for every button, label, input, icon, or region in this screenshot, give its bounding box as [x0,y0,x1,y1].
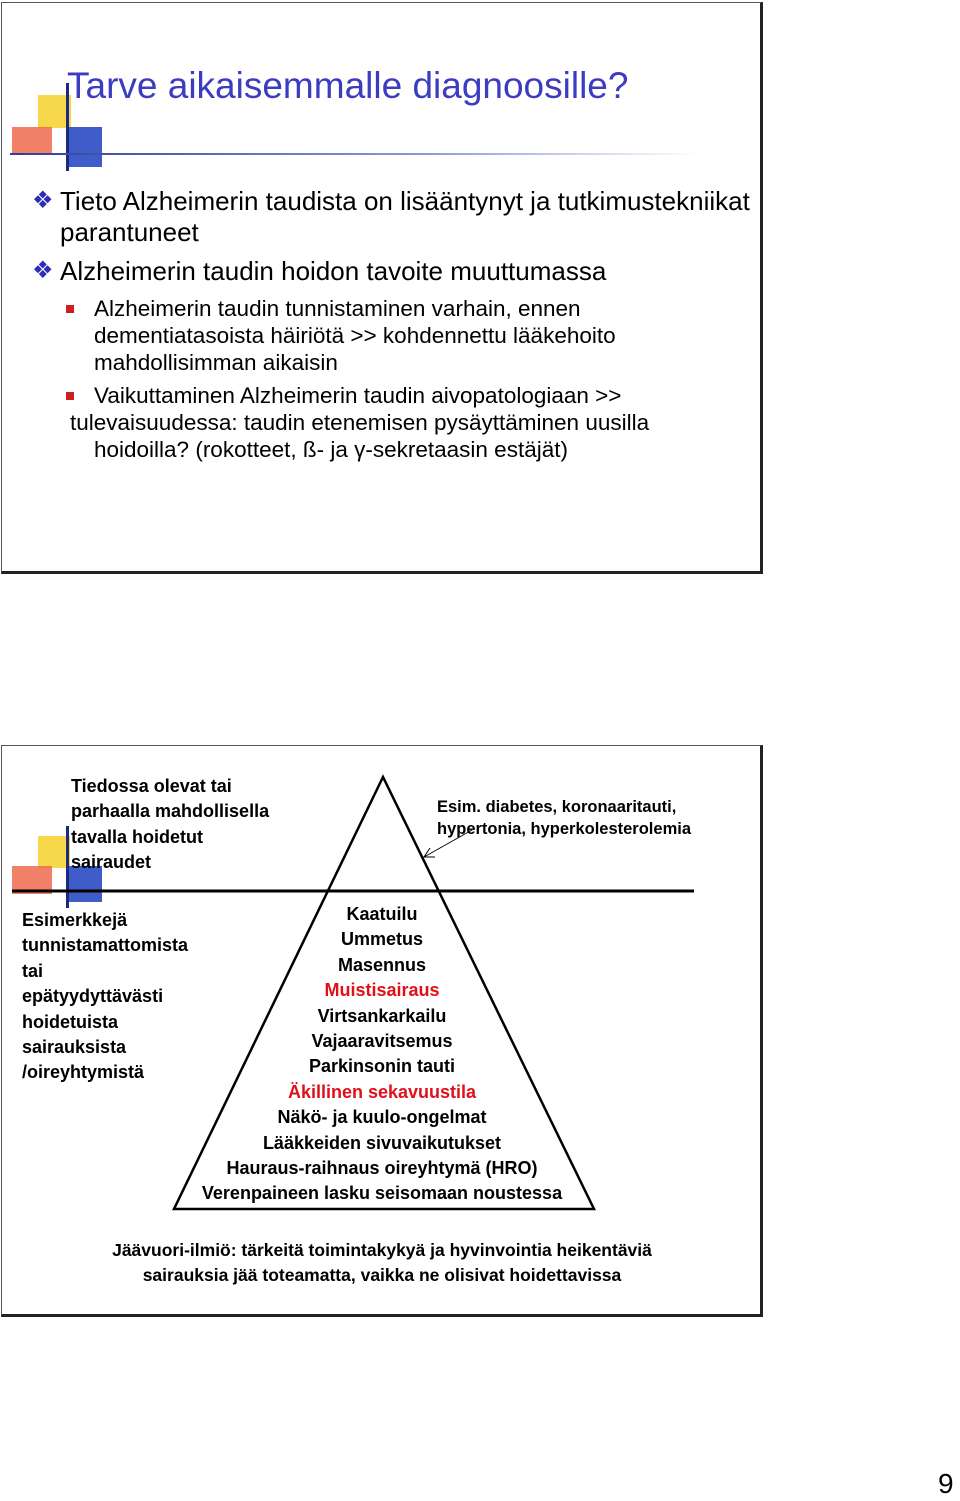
condition-item: Virtsankarkailu [317,1005,447,1026]
text-line: Jäävuori-ilmiö: tärkeitä toimintakykyä ja hyvinvointia heikentäviä [112,1240,652,1260]
text-line: sairauksista [22,1037,127,1058]
text-line: tunnistamattomista [22,935,189,956]
condition-item: Parkinsonin tauti [308,1056,456,1077]
sub-bullet-text: tulevaisuudessa: taudin etenemisen pysäyttäminen uusilla [70,410,650,435]
decor-red-square [12,127,52,155]
page-number: 9 [938,1468,954,1499]
text-line: Tiedossa olevat tai [71,776,232,796]
text-line: hypertonia, hyperkolesterolemia [437,820,692,838]
condition-item: Vajaaravitsemus [311,1031,453,1052]
slide-title: Tarve aikaisemmalle diagnoosille? [67,65,629,106]
text-line: sairaudet [71,852,152,873]
sub-bullet-text: Vaikuttaminen Alzheimerin taudin aivopatologiaan >> [94,383,622,408]
diamond-bullet-icon: ❖ [32,187,54,214]
condition-item: Ummetus [340,929,424,950]
text-line: tai [22,960,44,981]
bullet-text: Tieto Alzheimerin taudista on lisääntynyt ja tutkimustekniikat parantuneet [60,186,750,247]
condition-item: Hauraus-raihnaus oireyhtymä (HRO) [226,1158,538,1179]
condition-item: Lääkkeiden sivuvaikutukset [262,1132,502,1153]
text-line: epätyydyttävästi [22,986,164,1007]
condition-item: Verenpaineen lasku seisomaan noustessa [201,1183,563,1204]
bullet-item [32,256,752,287]
text-line: parhaalla mahdollisella [71,801,270,822]
square-bullet-icon [66,305,74,313]
text-line: /oireyhtymistä [22,1062,145,1083]
diamond-bullet-icon: ❖ [32,257,54,284]
text-line: sairauksia jää toteamatta, vaikka ne olisivat hoidettavissa [142,1265,622,1286]
condition-item-highlighted: Äkillinen sekavuustila [287,1081,477,1102]
condition-item: Kaatuilu [346,904,418,924]
bullet-list [32,186,752,469]
condition-item: Näkö- ja kuulo-ongelmat [277,1107,487,1128]
condition-item: Masennus [337,954,427,975]
sub-bullet-text: hoidoilla? (rokotteet, ß- ja γ-sekretaasin estäjät) [94,437,568,462]
text-line: tavalla hoidetut [71,826,204,847]
text-line: hoidetuista [22,1011,119,1032]
slide-1 [1,2,763,574]
known-diseases-label [71,774,269,876]
sub-bullet-text: Alzheimerin taudin tunnistaminen varhain, ennen dementiatasoista häiriötä >> kohdennettu lääkehoito mahdollisimman aikaisin [94,296,616,375]
condition-item-highlighted: Muistisairaus [324,980,440,1001]
bullet-text: Alzheimerin taudin hoidon tavoite muuttumassa [60,256,607,286]
conditions-list [0,902,764,1207]
decor-horizontal-line [10,153,700,155]
square-bullet-icon [66,392,74,400]
text-line: Esimerkkejä [22,910,128,930]
sub-bullet-item [32,382,752,463]
example-diseases-label [437,796,691,840]
decor-blue-square [68,127,102,167]
bullet-item [32,186,752,248]
iceberg-phenomenon-caption [0,1238,764,1289]
text-line: Esim. diabetes, koronaaritauti, [437,798,677,816]
sub-bullet-item [32,295,752,376]
